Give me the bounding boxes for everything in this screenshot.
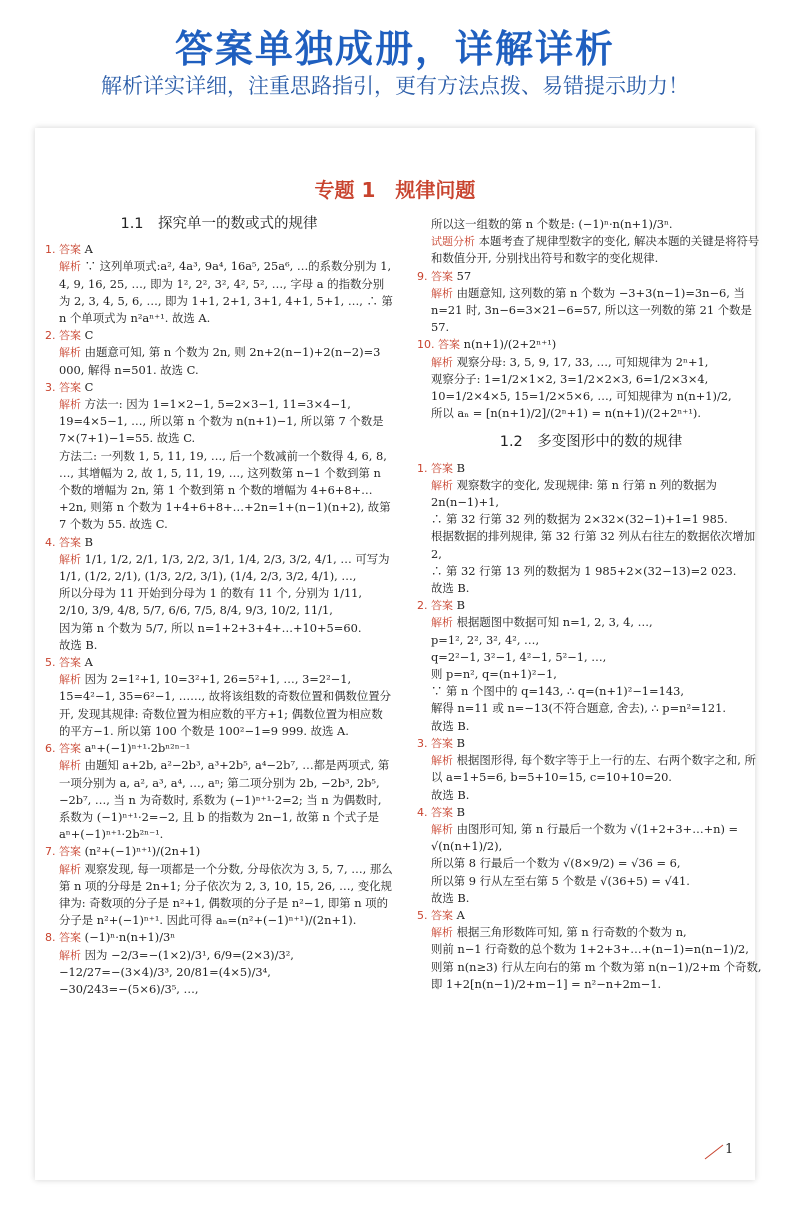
answer-line (417, 597, 765, 614)
explanation-label: 解析 (431, 926, 453, 940)
page-corner-mark (703, 1144, 727, 1160)
explanation-text: 方法一: 因为 1=1×2−1, 5=2×3−1, 11=3×4−1, 19=4×5−1, …, 所以第 n 个数为 n(n+1)−1, 所以第 7 个数是 7×(7+1)−1=55. 故选 C. (59, 397, 384, 446)
answer-value: B (456, 735, 465, 750)
explanation-text: 由题意知, 这列数的第 n 个数为 −3+3(n−1)=3n−6, 当 n=21 时, 3n−6=3×21−6=57, 所以这一列数的第 21 个数是 57. (431, 285, 752, 335)
answer-number: 8. 答案 (45, 931, 81, 945)
explanation-text: 由题知 a+2b, a²−2b³, a³+2b⁵, a⁴−2b⁷, …都是两项式, 第一项分别为 a, a², a³, a⁴, …, aⁿ; 第二项分别为 2b, −2b³, 2b⁵, −2b⁷, …, 当 n 为奇数时, 系数为 (−1)ⁿ⁺¹·2=2; 当 n 为偶数时, 系数为 (−1)ⁿ⁺¹·2=−2, 且 b 的指数为 2n−1, 故第 n 个式子是 aⁿ+(−1)ⁿ⁺¹·2b²ⁿ⁻¹. (59, 758, 390, 842)
section-heading: 1.2 多变图形中的数的规律 (499, 434, 683, 451)
explanation-paragraph (417, 354, 765, 371)
explanation-text: 观察分母: 3, 5, 9, 17, 33, …, 可知规律为 2ⁿ+1, (456, 354, 709, 369)
section-heading: 1.1 探究单一的数或式的规律 (120, 216, 318, 232)
explanation-paragraph (45, 396, 393, 448)
answer-line (45, 740, 393, 757)
answer-value: aⁿ+(−1)ⁿ⁺¹·2bⁿ²ⁿ⁻¹ (84, 741, 191, 756)
explanation-line: 则 p=n², q=(n+1)²−1, (431, 667, 557, 682)
answer-number: 5. 答案 (417, 908, 453, 922)
explanation-text: 由图形可知, 第 n 行最后一个数为 √(1+2+3+…+n) = √(n(n+1)/2), (431, 821, 739, 854)
answer-line (45, 929, 393, 946)
banner-subline: 解析详实详细，注重思路指引，更有方法点拨、易错提示助力！ (101, 74, 689, 98)
explanation-paragraph (417, 924, 765, 941)
explanation-text: 根据三角形数阵可知, 第 n 行奇数的个数为 n, (456, 925, 687, 940)
answer-value: (n²+(−1)ⁿ⁺¹)/(2n+1) (84, 844, 201, 859)
answer-value: A (84, 242, 93, 257)
answer-line (45, 534, 393, 551)
explanation-line: 所以分母为 11 开始到分母为 1 的数有 11 个, 分别为 1/11, 2/10, 3/9, 4/8, 5/7, 6/6, 7/5, 8/4, 9/3, 10/2, 11/1, (59, 586, 363, 618)
answer-value: C (84, 379, 94, 394)
page-number: 1 (725, 1142, 734, 1157)
explanation-line: 所以这一组数的第 n 个数是: (−1)ⁿ·n(n+1)/3ⁿ. (431, 217, 673, 231)
explanation-label: 解析 (59, 398, 81, 412)
explanation-label: 解析 (431, 355, 453, 369)
explanation-label: 解析 (431, 754, 453, 768)
topic-title: 专题 1 规律问题 (314, 178, 476, 202)
explanation-text: 因为 2=1²+1, 10=3²+1, 26=5²+1, …, 3=2²−1, 15=4²−1, 35=6²−1, ……, 故将该组数的奇数位置和偶数位置分开, 发现其规律: 奇数位置为相应数的平方+1; 偶数位置为相应数的平方−1. 所以第 100 个数是 100²−1=9 999. 故选 A. (59, 672, 392, 738)
answer-number: 7. 答案 (45, 845, 81, 859)
answer-value: C (84, 328, 94, 343)
explanation-label: 解析 (59, 759, 81, 773)
answer-number: 4. 答案 (417, 805, 453, 819)
explanation-paragraph (45, 551, 393, 585)
top-banner (0, 0, 790, 128)
explanation-line: 解得 n=11 或 n=−13(不符合题意, 舍去), ∴ p=n²=121. (431, 701, 726, 716)
explanation-text: 本题考查了规律型数字的变化, 解决本题的关键是将符号和数值分开, 分别找出符号和数字的变化规律. (431, 234, 760, 266)
explanation-line: 所以 aₙ = [n(n+1)/2]/(2ⁿ+1) = n(n+1)/(2+2ⁿ⁺¹). (431, 406, 701, 421)
explanation-paragraph (417, 614, 765, 631)
explanation-paragraph (45, 757, 393, 843)
explanation-text: 观察发现, 每一项都是一个分数, 分母依次为 3, 5, 7, …, 那么第 n 项的分母是 2n+1; 分子依次为 2, 3, 10, 15, 26, …, 变化规律为: 奇数项的分子是 n²+1, 偶数项的分子是 n²−1, 即第 n 项的分子是 n²+(−1)ⁿ⁺¹. 因此可得 aₙ=(n²+(−1)ⁿ⁺¹)/(2n+1). (59, 861, 393, 928)
explanation-line: q=2²−1, 3²−1, 4²−1, 5²−1, …, (431, 649, 607, 664)
left-column (45, 216, 393, 998)
explanation-paragraph (45, 344, 393, 378)
explanation-line: 故选 B. (431, 718, 470, 733)
explanation-label: 解析 (59, 948, 81, 962)
explanation-line: ∵ 第 n 个图中的 q=143, ∴ q=(n+1)²−1=143, (431, 684, 684, 699)
explanation-paragraph (417, 477, 765, 511)
answer-line (45, 843, 393, 860)
explanation-paragraph (417, 752, 765, 786)
explanation-label: 解析 (59, 552, 81, 566)
explanation-line: 因为第 n 个数为 5/7, 所以 n=1+2+3+4+…+10+5=60. (59, 620, 362, 635)
answer-page (35, 128, 762, 1180)
answer-line (45, 241, 393, 258)
explanation-label: 解析 (431, 478, 453, 492)
answer-value: (−1)ⁿ·n(n+1)/3ⁿ (84, 930, 176, 945)
answer-line (45, 654, 393, 671)
answer-value: A (84, 655, 93, 670)
answer-number: 10. 答案 (417, 338, 460, 352)
explanation-line: 根据数据的排列规律, 第 32 行第 32 列从右往左的数据依次增加 2, (431, 529, 756, 561)
explanation-line: 故选 B. (431, 890, 470, 905)
explanation-paragraph (417, 285, 765, 337)
explanation-line: 故选 B. (431, 787, 470, 802)
answer-line (45, 327, 393, 344)
explanation-label: 试题分析 (431, 235, 475, 249)
answer-value: 57 (456, 268, 472, 283)
answer-value: A (456, 907, 465, 922)
answer-number: 4. 答案 (45, 535, 81, 549)
answer-line (417, 907, 765, 924)
explanation-label: 解析 (59, 862, 81, 876)
answer-number: 2. 答案 (45, 329, 81, 343)
explanation-line: 观察分子: 1=1/2×1×2, 3=1/2×2×3, 6=1/2×3×4, 10=1/2×4×5, 15=1/2×5×6, …, 可知规律为 n(n+1)/2, (431, 371, 732, 404)
answer-line (417, 460, 765, 477)
explanation-text: 观察数字的变化, 发现规律: 第 n 行第 n 列的数据为 2n(n−1)+1, (431, 477, 717, 510)
answer-line (417, 804, 765, 821)
explanation-line: 即 1+2[n(n−1)/2+m−1] = n²−n+2m−1. (431, 976, 662, 991)
explanation-paragraph (45, 671, 393, 740)
answer-line (417, 268, 765, 285)
answer-value: B (456, 804, 465, 819)
explanation-text: 根据图形得, 每个数字等于上一行的左、右两个数字之和, 所以 a=1+5=6, b=5+10=15, c=10+10=20. (431, 753, 756, 785)
explanation-paragraph (45, 947, 393, 999)
explanation-text: 1/1, 1/2, 2/1, 1/3, 2/2, 3/1, 1/4, 2/3, 3/2, 4/1, … 可写为 1/1, (1/2, 2/1), (1/3, 2/2, 3/1), (1/4, 2/3, 3/2, 4/1), …, (59, 551, 390, 584)
answer-number: 9. 答案 (417, 269, 453, 283)
right-column (417, 216, 765, 993)
explanation-paragraph (417, 233, 765, 267)
explanation-label: 解析 (59, 260, 81, 274)
explanation-label: 解析 (59, 346, 81, 360)
explanation-line: 则前 n−1 行奇数的总个数为 1+2+3+…+(n−1)=n(n−1)/2, (431, 942, 749, 957)
explanation-text: 根据题图中数据可知 n=1, 2, 3, 4, …, (456, 615, 653, 630)
answer-line (45, 379, 393, 396)
explanation-paragraph (45, 861, 393, 930)
answer-value: B (456, 598, 465, 613)
explanation-line: 故选 B. (431, 581, 470, 596)
answer-number: 1. 答案 (45, 243, 81, 257)
explanation-label: 解析 (431, 286, 453, 300)
answer-value: n(n+1)/(2+2ⁿ⁺¹) (463, 337, 557, 352)
answer-number: 6. 答案 (45, 742, 81, 756)
explanation-paragraph (417, 821, 765, 855)
explanation-line: ∴ 第 32 行第 13 列的数据为 1 985+2×(32−13)=2 023. (431, 563, 737, 578)
explanation-label: 解析 (59, 673, 81, 687)
answer-number: 5. 答案 (45, 656, 81, 670)
answer-value: B (456, 460, 465, 475)
explanation-line: 则第 n(n≥3) 行从左向右的第 m 个数为第 n(n−1)/2+m 个奇数, (431, 959, 762, 974)
explanation-line: 方法二: 一列数 1, 5, 11, 19, …, 后一个数减前一个数得 4, 6, 8, …, 其增幅为 2, 故 1, 5, 11, 19, …, 这列数第 n−1 个数到第 n 个数的增幅为 2n, 第 1 个数到第 n 个数的增幅为 4+6+8+…+2n, 则第 n 个数为 1+4+6+8+…+2n=1+(n−1)(n+2), 故第 7 个数为 55. 故选 C. (59, 448, 391, 532)
answer-number: 3. 答案 (417, 736, 453, 750)
explanation-text: ∵ 这列单项式:a², 4a³, 9a⁴, 16a⁵, 25a⁶, …的系数分别为 1, 4, 9, 16, 25, …, 即为 1², 2², 3², 4², 5², …, 字母 a 的指数分别为 2, 3, 4, 5, 6, …, 即为 1+1, 2+1, 3+1, 4+1, 5+1, …, ∴ 第 n 个单项式为 n²aⁿ⁺¹. 故选 A. (59, 259, 393, 326)
answer-line (417, 336, 765, 353)
explanation-line: 所以第 9 行从左至右第 5 个数是 √(36+5) = √41. (431, 873, 690, 888)
explanation-line: ∴ 第 32 行第 32 列的数据为 2×32×(32−1)+1=1 985. (431, 512, 728, 527)
answer-number: 2. 答案 (417, 599, 453, 613)
explanation-line: p=1², 2², 3², 4², …, (431, 632, 540, 647)
explanation-label: 解析 (431, 822, 453, 836)
answer-value: B (84, 534, 93, 549)
answer-line (417, 735, 765, 752)
explanation-label: 解析 (431, 616, 453, 630)
answer-number: 3. 答案 (45, 380, 81, 394)
explanation-line: 所以第 8 行最后一个数为 √(8×9/2) = √36 = 6, (431, 856, 681, 871)
explanation-paragraph (45, 258, 393, 327)
explanation-text: 由题意可知, 第 n 个数为 2n, 则 2n+2(n−1)+2(n−2)=3 000, 解得 n=501. 故选 C. (59, 345, 381, 377)
answer-number: 1. 答案 (417, 461, 453, 475)
banner-headline: 答案单独成册，详解详析 (174, 27, 615, 71)
explanation-text: 因为 −2/3=−(1×2)/3¹, 6/9=(2×3)/3², −12/27=−(3×4)/3³, 20/81=(4×5)/3⁴, −30/243=−(5×6)/3⁵, …, (59, 947, 294, 996)
explanation-line: 故选 B. (59, 637, 98, 652)
